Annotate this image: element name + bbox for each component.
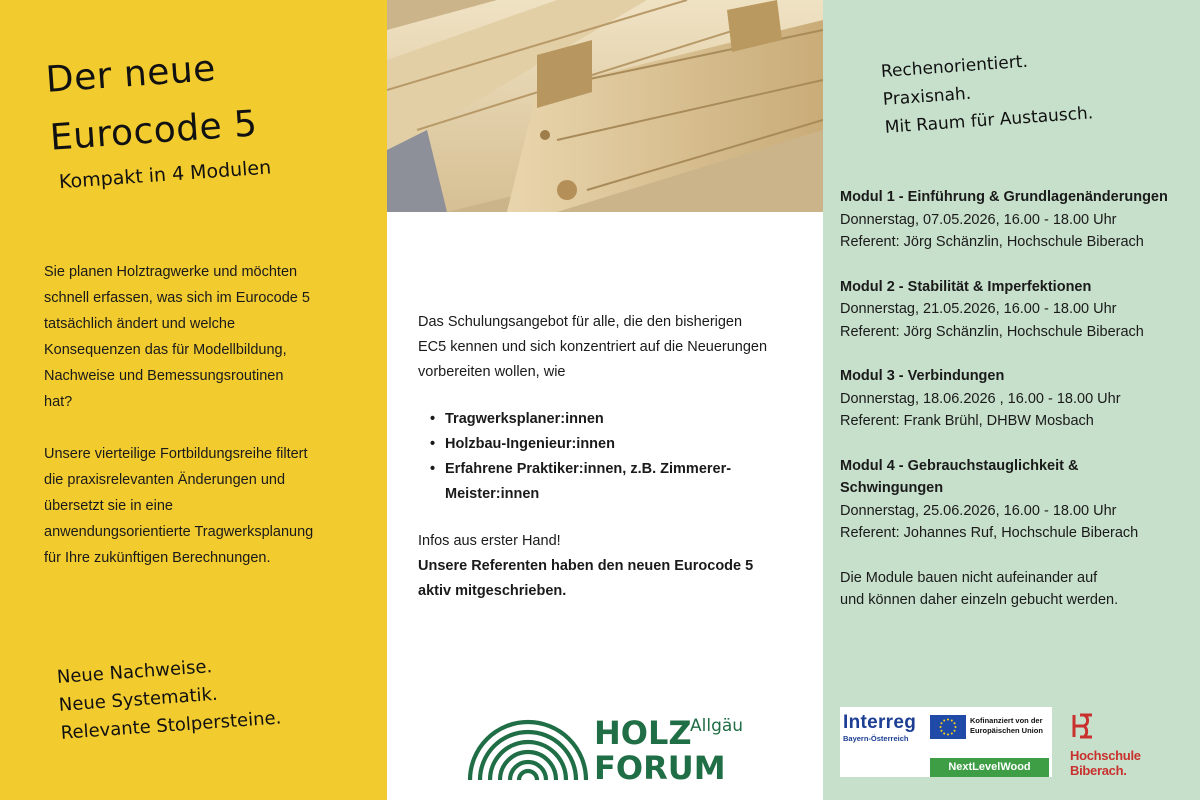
module-schedule	[840, 186, 1185, 612]
interreg-region: Bayern-Österreich	[843, 734, 909, 743]
tagline-line: Neue Nachweise.	[56, 656, 213, 688]
hochschule-biberach-logo	[1070, 711, 1170, 781]
module-title: Modul 1 - Einführung & Grundlagenänderungen	[840, 189, 1168, 205]
module-speaker: Referent: Johannes Ruf, Hochschule Biberach	[840, 525, 1139, 541]
tagline-line: Praxisnah.	[882, 83, 972, 110]
eu-text-line: Europäischen Union	[970, 726, 1043, 735]
tagline-line: Mit Raum für Austausch.	[884, 103, 1094, 138]
interreg-name: Interreg	[843, 712, 917, 733]
module-title: Modul 3 - Verbindungen	[840, 368, 1005, 384]
module-note-line: Die Module bauen nicht aufeinander auf	[840, 569, 1098, 586]
title-line-2: Eurocode 5	[48, 103, 259, 159]
eu-flag-icon	[930, 715, 966, 739]
logo-word-holz: HOLZ	[594, 714, 692, 752]
module-speaker: Referent: Jörg Schänzlin, Hochschule Biberach	[840, 323, 1144, 340]
tagline-line: Rechenorientiert.	[880, 51, 1029, 82]
module-entry	[840, 365, 1185, 433]
description-paragraph-2: Unsere vierteilige Fortbildungsreihe filtert die praxisrelevanten Änderungen und übersetzt sie in eine anwendungsorientierte Tragwerksplanung für Ihre zukünftigen Berechnungen.	[44, 446, 314, 566]
interreg-logo	[840, 707, 1052, 777]
audience-item: • Tragwerksplaner:innen	[445, 407, 768, 432]
module-speaker: Referent: Jörg Schänzlin, Hochschule Biberach	[840, 234, 1144, 250]
audience-list	[418, 407, 768, 507]
logo-word-forum: FORUM	[594, 749, 726, 786]
module-speaker: Referent: Frank Brühl, DHBW Mosbach	[840, 413, 1094, 429]
title-block	[44, 37, 272, 194]
title-line-1: Der neue	[44, 48, 218, 101]
module-date: Donnerstag, 21.05.2026, 16.00 - 18.00 Uhr	[840, 301, 1117, 317]
eu-cofunding-text	[970, 716, 1043, 736]
module-entry	[840, 186, 1185, 254]
module-note	[840, 567, 1185, 612]
timber-beams-illustration	[387, 0, 823, 212]
eu-text-line: Kofinanziert von der	[970, 716, 1043, 725]
description-paragraph-1: Sie planen Holztragwerke und möchten schnell erfassen, was sich im Eurocode 5 tatsächlich ändert und welche Konsequenzen das für Modellbildung, Nachweise und Bemessungsroutinen hat?	[44, 264, 310, 410]
module-date: Donnerstag, 18.06.2026 , 16.00 - 18.00 Uhr	[840, 390, 1121, 407]
module-title: Modul 2 - Stabilität & Imperfektionen	[840, 278, 1092, 295]
module-entry	[840, 276, 1185, 344]
firsthand-text: Infos aus erster Hand!	[418, 533, 561, 549]
audience-item: • Holzbau-Ingenieur:innen	[445, 432, 768, 457]
module-entry	[840, 455, 1185, 545]
right-tagline	[880, 43, 1094, 141]
nextlevelwood-badge: NextLevelWood	[930, 758, 1049, 777]
module-title: Modul 4 - Gebrauchstauglichkeit & Schwingungen	[840, 457, 1079, 496]
target-intro: Das Schulungsangebot für alle, die den bisherigen EC5 kennen und sich konzentriert auf die Neuerungen vorbereiten wollen, wie	[418, 314, 768, 380]
module-date: Donnerstag, 07.05.2026, 16.00 - 18.00 Uhr	[840, 211, 1117, 228]
hochschule-emblem-icon	[1070, 711, 1096, 741]
hochschule-name	[1070, 748, 1141, 778]
module-note-line: und können daher einzeln gebucht werden.	[840, 592, 1119, 608]
timber-beams-photo	[387, 0, 823, 212]
hochschule-name-line: Hochschule	[1070, 748, 1141, 763]
subtitle: Kompakt in 4 Modulen	[58, 156, 272, 194]
tagline-line: Relevante Stolpersteine.	[60, 707, 282, 744]
tagline-line: Neue Systematik.	[58, 683, 219, 716]
hochschule-name-line: Biberach.	[1070, 763, 1127, 778]
holzforum-allgaeu-logo	[464, 706, 754, 786]
referents-note: Unsere Referenten haben den neuen Eurocode 5 aktiv mitgeschrieben.	[418, 558, 754, 599]
logo-region: Allgäu	[690, 716, 744, 736]
audience-item: • Erfahrene Praktiker:innen, z.B. Zimmerer-Meister:innen	[445, 457, 768, 507]
rainbow-arc-icon	[464, 706, 754, 786]
left-tagline	[56, 649, 282, 748]
module-date: Donnerstag, 25.06.2026, 16.00 - 18.00 Uhr	[840, 502, 1117, 519]
left-description	[44, 259, 314, 571]
middle-content	[418, 310, 768, 604]
